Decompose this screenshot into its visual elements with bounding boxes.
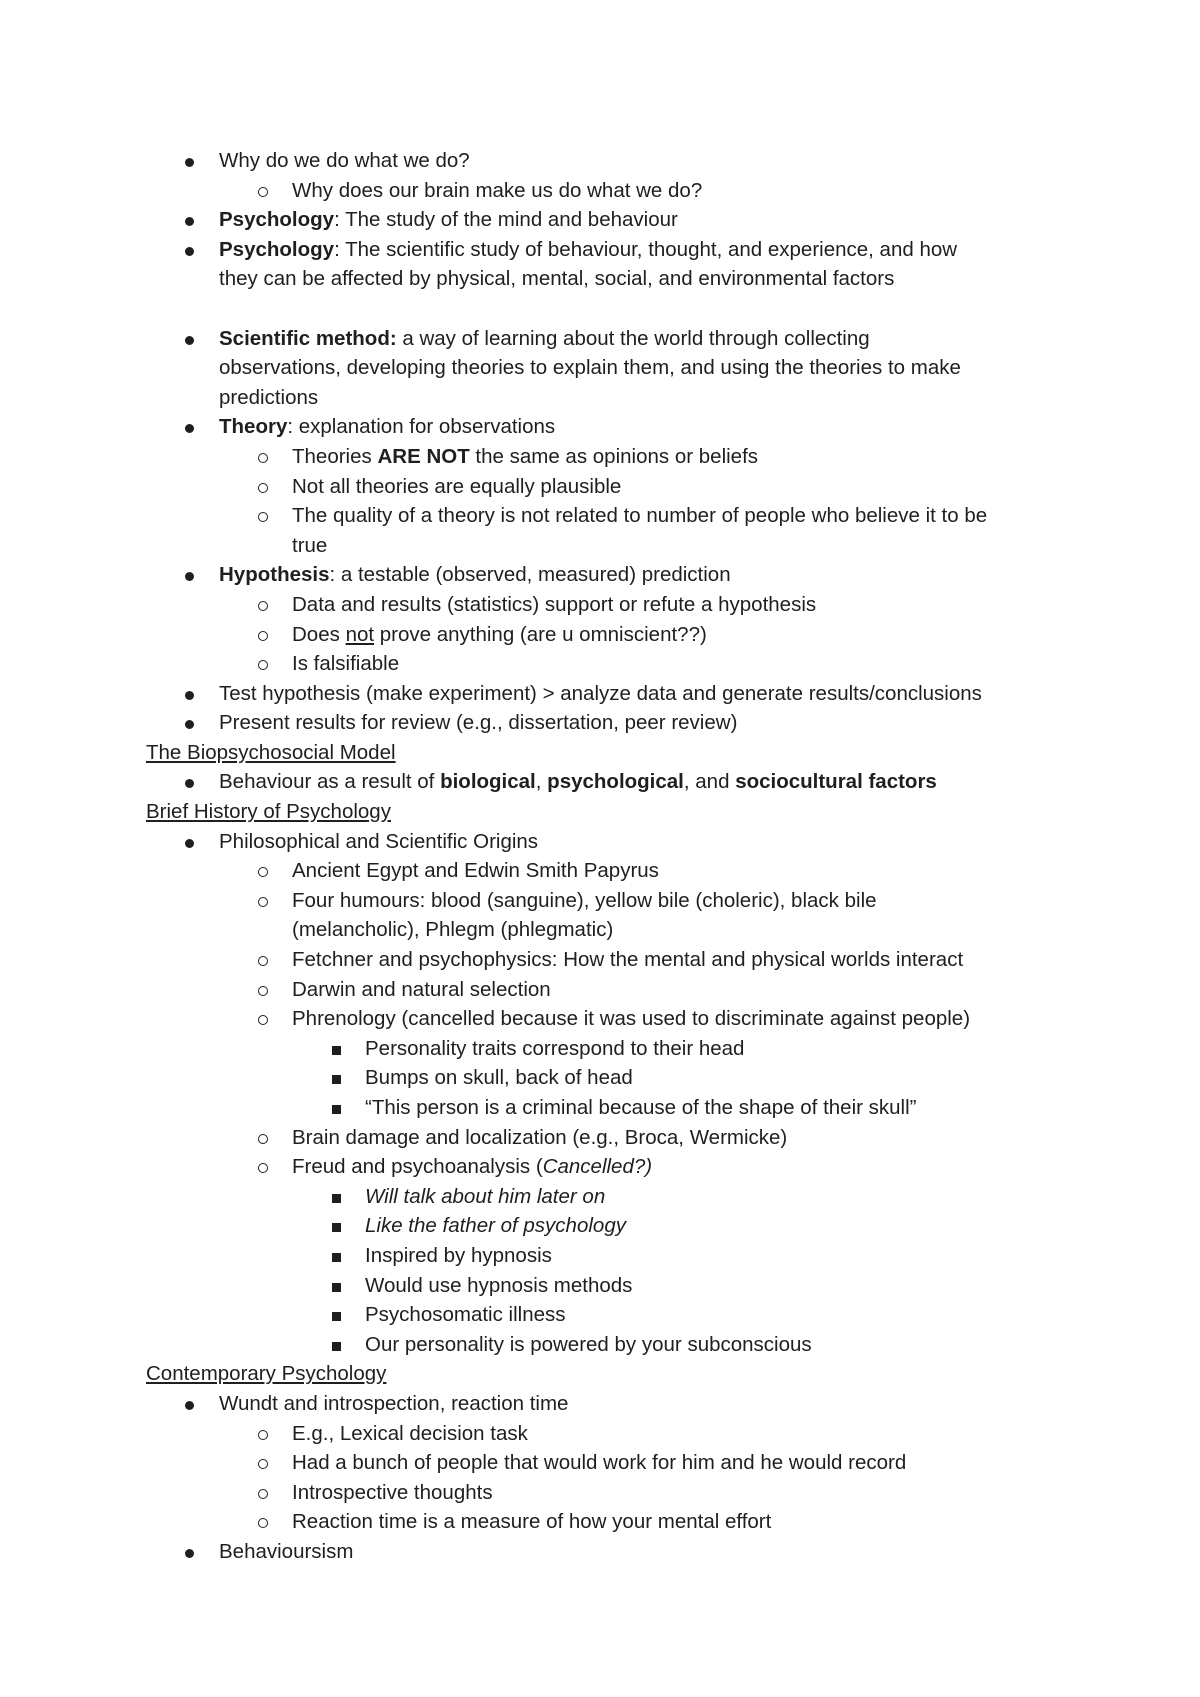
- bullet-circle-icon: [258, 453, 268, 463]
- list-item: Four humours: blood (sanguine), yellow bile (choleric), black bile: [0, 886, 1200, 916]
- list-item-continuation: (melancholic), Phlegm (phlegmatic): [292, 918, 614, 942]
- term-bold: Hypothesis: [219, 563, 330, 587]
- list-item: Reaction time is a measure of how your mental effort: [0, 1507, 1200, 1537]
- bullet-disc-icon: [185, 720, 194, 729]
- bullet-circle-icon: [258, 1518, 268, 1528]
- list-item: Psychology: The study of the mind and behaviour: [0, 205, 1200, 235]
- list-item: “This person is a criminal because of the shape of their skull”: [0, 1093, 1200, 1123]
- bullet-disc-icon: [185, 158, 194, 167]
- bullet-disc-icon: [185, 247, 194, 256]
- bullet-circle-icon: [258, 1163, 268, 1173]
- bullet-circle-icon: [258, 1489, 268, 1499]
- list-item: Inspired by hypnosis: [0, 1241, 1200, 1271]
- bullet-disc-icon: [185, 779, 194, 788]
- section-heading: Brief History of Psychology: [146, 800, 391, 824]
- list-item: Introspective thoughts: [0, 1478, 1200, 1508]
- list-item-continuation: observations, developing theories to explain them, and using the theories to make: [219, 356, 961, 380]
- term-bold: Scientific method:: [219, 326, 397, 350]
- bullet-circle-icon: [258, 483, 268, 493]
- list-item: Is falsifiable: [0, 649, 1200, 679]
- bullet-circle-icon: [258, 1015, 268, 1025]
- list-item: Philosophical and Scientific Origins: [0, 827, 1200, 857]
- list-item: Psychology: The scientific study of behaviour, thought, and experience, and how: [0, 235, 1200, 265]
- bullet-square-icon: [332, 1075, 341, 1084]
- bullet-circle-icon: [258, 512, 268, 522]
- list-item: Why do we do what we do?: [0, 146, 1200, 176]
- bullet-square-icon: [332, 1342, 341, 1351]
- bullet-circle-icon: [258, 631, 268, 641]
- bullet-circle-icon: [258, 601, 268, 611]
- list-item: Fetchner and psychophysics: How the mental and physical worlds interact: [0, 945, 1200, 975]
- list-item: Theory: explanation for observations: [0, 412, 1200, 442]
- bullet-disc-icon: [185, 691, 194, 700]
- bullet-circle-icon: [258, 986, 268, 996]
- list-item: The quality of a theory is not related to number of people who believe it to be: [0, 501, 1200, 531]
- emphasis-underline: not: [345, 622, 375, 646]
- list-item-continuation: they can be affected by physical, mental, social, and environmental factors: [219, 267, 895, 291]
- bullet-disc-icon: [185, 336, 194, 345]
- bullet-circle-icon: [258, 897, 268, 907]
- bullet-circle-icon: [258, 1430, 268, 1440]
- list-item: Brain damage and localization (e.g., Broca, Wermicke): [0, 1123, 1200, 1153]
- bullet-circle-icon: [258, 956, 268, 966]
- emphasis-bold: ARE NOT: [377, 444, 470, 468]
- bullet-square-icon: [332, 1046, 341, 1055]
- bullet-square-icon: [332, 1194, 341, 1203]
- list-item: Behavioursism: [0, 1537, 1200, 1567]
- list-item: E.g., Lexical decision task: [0, 1419, 1200, 1449]
- list-item: Data and results (statistics) support or refute a hypothesis: [0, 590, 1200, 620]
- bullet-circle-icon: [258, 660, 268, 670]
- list-item: Ancient Egypt and Edwin Smith Papyrus: [0, 856, 1200, 886]
- bullet-circle-icon: [258, 1134, 268, 1144]
- list-item: Phrenology (cancelled because it was used to discriminate against people): [0, 1004, 1200, 1034]
- list-item: Behaviour as a result of biological, psychological, and sociocultural factors: [0, 767, 1200, 797]
- list-item: Freud and psychoanalysis (Cancelled?): [0, 1152, 1200, 1182]
- list-item: Darwin and natural selection: [0, 975, 1200, 1005]
- bullet-circle-icon: [258, 1459, 268, 1469]
- section-heading: The Biopsychosocial Model: [146, 740, 396, 764]
- bullet-disc-icon: [185, 424, 194, 433]
- term-bold: Psychology: [219, 208, 335, 232]
- bullet-disc-icon: [185, 217, 194, 226]
- term-bold: Theory: [219, 415, 288, 439]
- list-item: Will talk about him later on: [0, 1182, 1200, 1212]
- list-item: Our personality is powered by your subconscious: [0, 1330, 1200, 1360]
- bullet-square-icon: [332, 1283, 341, 1292]
- list-item: Test hypothesis (make experiment) > analyze data and generate results/conclusions: [0, 679, 1200, 709]
- list-item: Scientific method: a way of learning about the world through collecting: [0, 324, 1200, 354]
- bullet-circle-icon: [258, 867, 268, 877]
- list-item: Wundt and introspection, reaction time: [0, 1389, 1200, 1419]
- list-item: Personality traits correspond to their head: [0, 1034, 1200, 1064]
- term-bold: Psychology: [219, 237, 335, 261]
- bullet-disc-icon: [185, 839, 194, 848]
- list-item: Present results for review (e.g., dissertation, peer review): [0, 708, 1200, 738]
- list-item: Would use hypnosis methods: [0, 1271, 1200, 1301]
- bullet-square-icon: [332, 1105, 341, 1114]
- list-item: Does not prove anything (are u omniscient??): [0, 620, 1200, 650]
- list-item: Not all theories are equally plausible: [0, 472, 1200, 502]
- list-item: Psychosomatic illness: [0, 1300, 1200, 1330]
- bullet-square-icon: [332, 1253, 341, 1262]
- bullet-disc-icon: [185, 1549, 194, 1558]
- list-item: Bumps on skull, back of head: [0, 1063, 1200, 1093]
- list-item: Hypothesis: a testable (observed, measured) prediction: [0, 560, 1200, 590]
- list-item: Like the father of psychology: [0, 1211, 1200, 1241]
- list-item: Theories ARE NOT the same as opinions or beliefs: [0, 442, 1200, 472]
- notes-body: [0, 146, 1200, 1567]
- bullet-disc-icon: [185, 1401, 194, 1410]
- list-item-continuation: predictions: [219, 385, 319, 409]
- list-item-continuation: true: [292, 533, 328, 557]
- list-item: Why does our brain make us do what we do?: [0, 176, 1200, 206]
- bullet-disc-icon: [185, 572, 194, 581]
- bullet-square-icon: [332, 1223, 341, 1232]
- section-heading: Contemporary Psychology: [146, 1362, 387, 1386]
- list-item: Had a bunch of people that would work for him and he would record: [0, 1448, 1200, 1478]
- bullet-circle-icon: [258, 187, 268, 197]
- bullet-square-icon: [332, 1312, 341, 1321]
